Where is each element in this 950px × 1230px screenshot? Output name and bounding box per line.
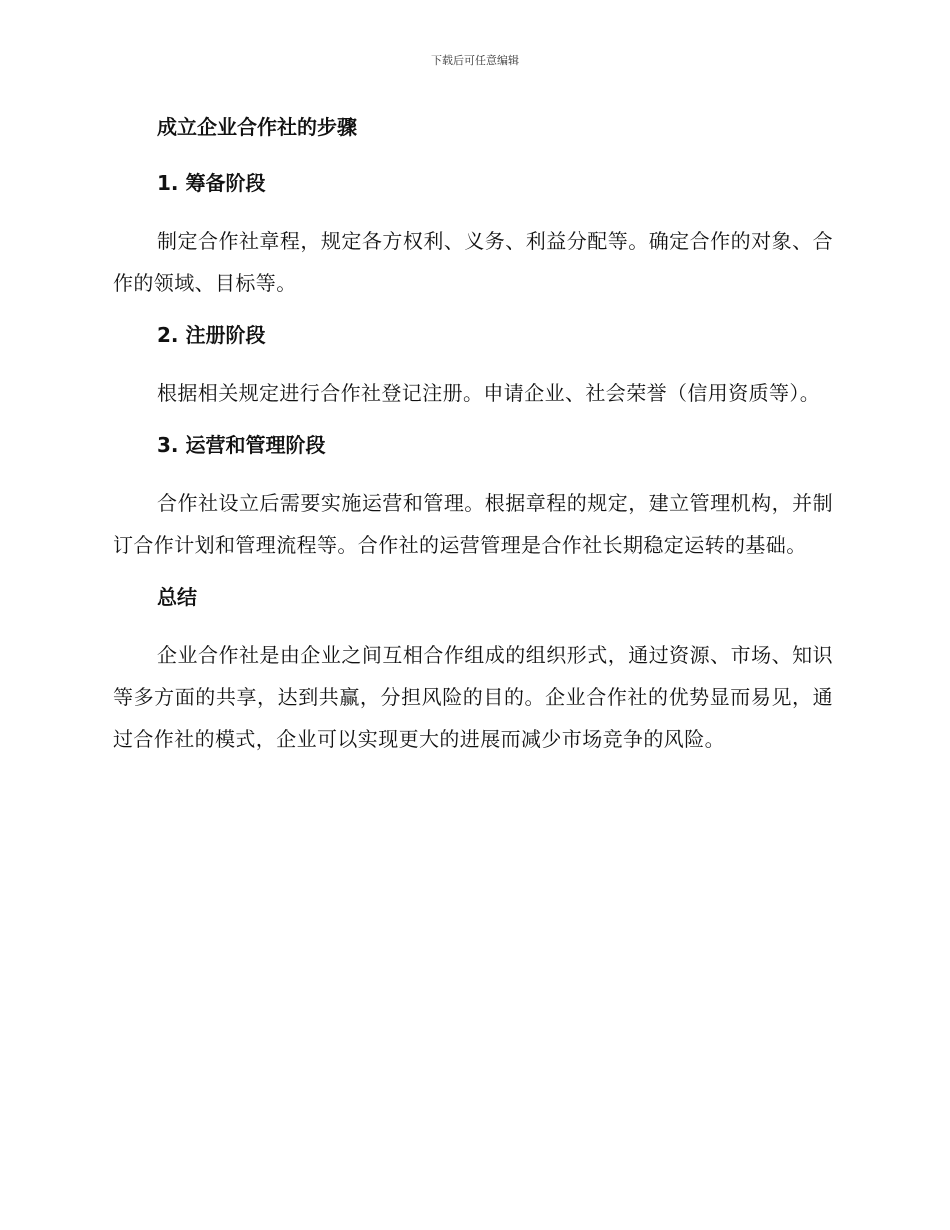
- section-heading: 2. 注册阶段: [157, 323, 266, 347]
- section-paragraph: 企业合作社是由企业之间互相合作组成的组织形式，通过资源、市场、知识等多方面的共享，达到共赢，分担风险的目的。企业合作社的优势显而易见，通过合作社的模式，企业可以实现更大的进展而减少市场竞争的风险。: [113, 643, 833, 751]
- section-heading: 总结: [157, 585, 197, 609]
- document-body: [113, 110, 833, 760]
- document-title: 成立企业合作社的步骤: [157, 115, 357, 139]
- section-paragraph: 制定合作社章程，规定各方权利、义务、利益分配等。确定合作的对象、合作的领域、目标等。: [113, 229, 833, 295]
- section-paragraph: 合作社设立后需要实施运营和管理。根据章程的规定，建立管理机构，并制订合作计划和管理流程等。合作社的运营管理是合作社长期稳定运转的基础。: [113, 491, 833, 557]
- section-heading: 1. 筹备阶段: [157, 171, 266, 195]
- page-header-note: 下载后可任意编辑: [431, 54, 519, 67]
- section-paragraph: 根据相关规定进行合作社登记注册。申请企业、社会荣誉（信用资质等）。: [157, 381, 821, 405]
- section-heading: 3. 运营和管理阶段: [157, 433, 326, 457]
